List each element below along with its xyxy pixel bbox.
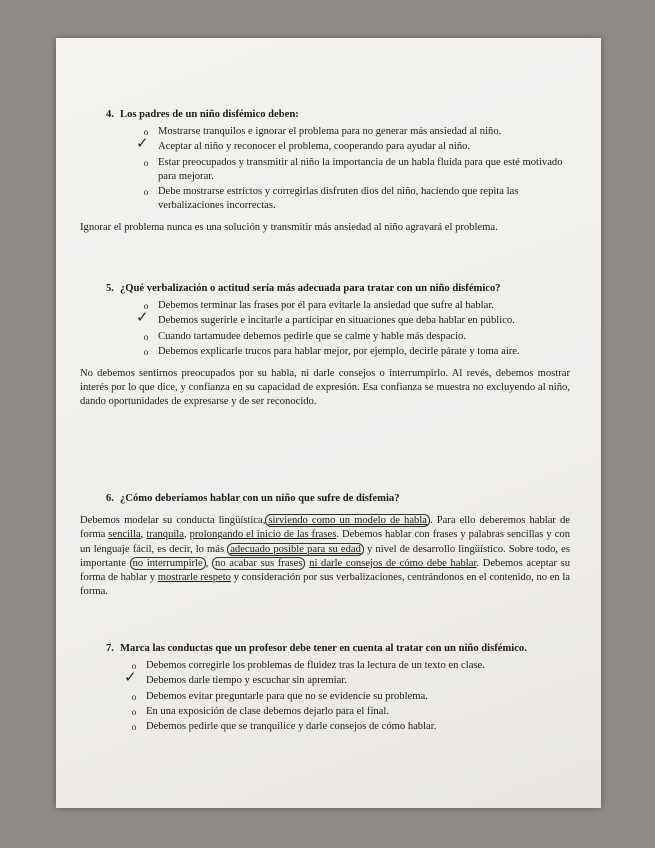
question-text: Los padres de un niño disfémico deben:	[120, 109, 299, 120]
question-5-answer: No debemos sentirnos preocupados por su habla, ni darle consejos o interrumpirlo. Al revés, debemos mostrar interés por lo que dice, y confianza en su capacidad de expresión. Esa confianza se muestra no excluyendo al niño, dando oportunidades de expresarse y de ser reconocido.	[80, 368, 570, 408]
option-text: Debemos sugerirle e incitarle a participar en situaciones que deba hablar en público.	[158, 315, 515, 327]
checkmark-icon: ✓	[124, 670, 137, 687]
circled-phrase: no interrumpirle	[130, 557, 206, 570]
option-item	[136, 136, 570, 154]
underlined-phrase: mostrarle respeto	[157, 572, 231, 584]
question-6-title	[106, 492, 570, 506]
answer-text: ,	[140, 529, 147, 541]
circle-bullet-icon: o	[143, 187, 149, 198]
circle-bullet-icon: o	[131, 706, 137, 717]
circle-bullet-icon: o	[143, 346, 149, 357]
circle-bullet-icon: o	[131, 691, 137, 702]
question-number: 7.	[106, 643, 114, 654]
option-text: Debe mostrarse estrictos y corregirlas disfruten dios del niño, haciendo que repita las verbalizaciones incorrectas.	[158, 186, 519, 212]
option-item	[128, 690, 570, 704]
underlined-phrase: ni darle consejos de cómo debe hablar	[309, 557, 477, 569]
question-5	[80, 282, 570, 410]
answer-text: . Para ello deberemos hablar de forma	[80, 515, 570, 541]
answer-text: . Debemos aceptar su forma de hablar y	[80, 557, 571, 584]
question-number: 6.	[106, 493, 114, 504]
circle-bullet-icon: o	[143, 301, 149, 312]
circled-phrase: no acabar sus frases	[212, 557, 305, 570]
circle-bullet-icon: o	[131, 661, 137, 672]
option-item	[140, 156, 570, 184]
question-7	[80, 642, 570, 735]
underlined-phrase: prolongando el inicio de las frases	[189, 529, 337, 541]
circle-bullet-icon: o	[143, 157, 149, 168]
circle-bullet-icon: o	[143, 127, 149, 138]
option-text: Debemos explicarle trucos para hablar mejor, por ejemplo, decirle párate y toma aire.	[158, 345, 520, 357]
option-item	[136, 310, 570, 328]
answer-text: . Debemos hablar con frases y palabras sencillas y con un lenguaje fácil, es decir, lo más	[80, 529, 570, 555]
question-text: ¿Cómo deberíamos hablar con un niño que sufre de disfemia?	[120, 493, 400, 504]
answer-text: ,	[205, 557, 213, 569]
option-text: Debemos darle tiempo y escuchar sin apremiar.	[146, 675, 347, 687]
option-text: Debemos corregirle los problemas de fluidez tras la lectura de un texto en clase.	[146, 660, 485, 672]
question-5-title	[106, 282, 570, 296]
option-text: Estar preocupados y transmitir al niño la importancia de un habla fluida para que esté motivado para mejorar.	[158, 156, 563, 182]
option-text: Debemos terminar las frases por él para evitarle la ansiedad que sufre al hablar.	[158, 300, 494, 312]
question-6	[80, 492, 570, 599]
option-item	[128, 659, 570, 673]
option-text: Mostrarse tranquilos e ignorar el problema para no generar más ansiedad al niño.	[158, 126, 502, 138]
answer-text: ,	[183, 529, 190, 541]
option-item	[140, 345, 570, 359]
underlined-phrase: tranquila	[146, 529, 184, 541]
question-4	[80, 108, 570, 236]
option-text: Debemos pedirle que se tranquilice y darle consejos de cómo hablar.	[146, 721, 437, 733]
option-item	[140, 330, 570, 344]
option-text: Cuando tartamudee debemos pedirle que se calme y hable más despacio.	[158, 330, 466, 342]
circle-bullet-icon: o	[143, 331, 149, 342]
answer-text: y nivel de desarrollo lingüístico. Sobre todo, es importante	[80, 543, 570, 569]
question-text: Marca las conductas que un profesor debe tener en cuenta al tratar con un niño disfémico.	[120, 643, 527, 654]
option-item	[140, 299, 570, 313]
checkmark-icon: ✓	[136, 310, 149, 327]
answer-text: Debemos modelar su conducta lingüística,	[80, 515, 266, 527]
checkmark-icon: ✓	[136, 136, 149, 153]
circle-bullet-icon: o	[131, 722, 137, 733]
question-text: ¿Qué verbalización o actitud sería más adecuada para tratar con un niño disfémico?	[120, 283, 501, 294]
option-item	[124, 670, 570, 688]
question-number: 4.	[106, 109, 114, 120]
option-item	[140, 125, 570, 139]
answer-text: y consideración por sus verbalizaciones, centrándonos en el contenido, no en la forma.	[80, 572, 570, 598]
option-item	[140, 185, 570, 213]
question-7-options	[80, 659, 570, 734]
underlined-phrase: adecuado posible para su edad	[227, 543, 364, 556]
question-number: 5.	[106, 283, 114, 294]
underlined-phrase: sencilla	[108, 529, 141, 541]
option-item	[128, 720, 570, 734]
option-item	[128, 705, 570, 719]
underlined-phrase: sirviendo como un modelo de habla	[265, 514, 430, 527]
question-4-answer: Ignorar el problema nunca es una solución y transmitir más ansiedad al niño agravará el problema.	[80, 222, 498, 234]
question-5-options	[80, 299, 570, 359]
question-4-title	[106, 108, 570, 122]
question-4-options	[80, 125, 570, 213]
option-text: Aceptar al niño y reconocer el problema, cooperando para ayudar al niño.	[158, 141, 471, 153]
question-6-answer	[80, 514, 570, 599]
option-text: En una exposición de clase debemos dejarlo para el final.	[146, 705, 389, 717]
option-text: Debemos evitar preguntarle para que no se evidencie su problema.	[146, 690, 428, 702]
question-7-title	[106, 642, 570, 656]
